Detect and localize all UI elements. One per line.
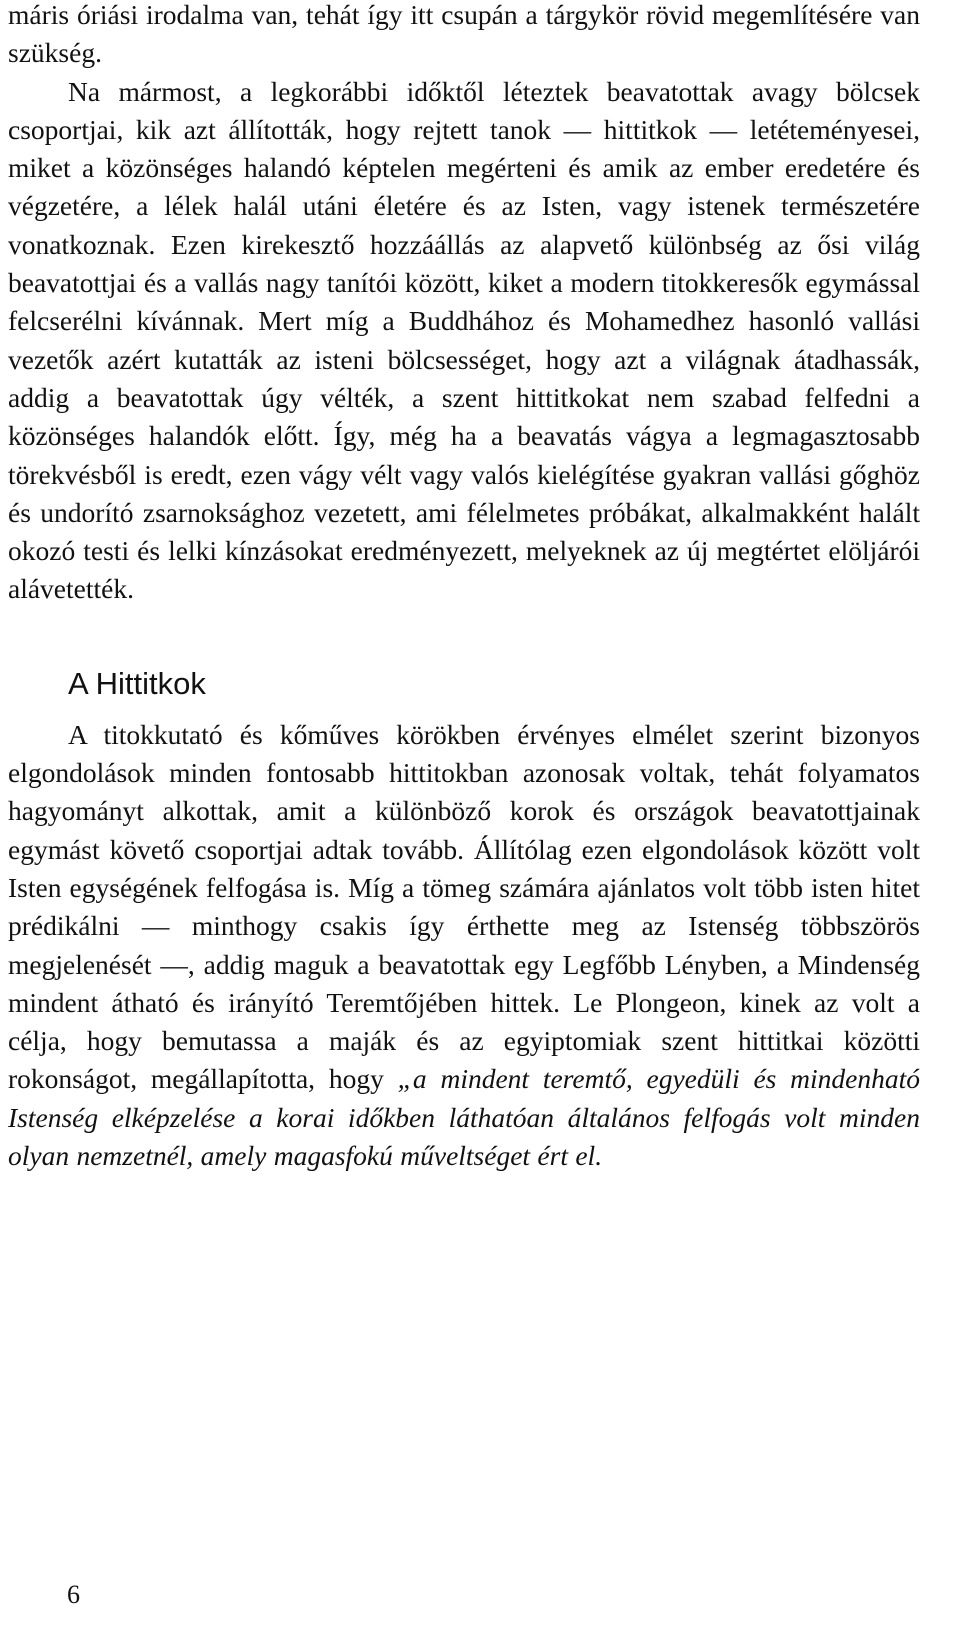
paragraph-mysteries-text: A titokkutató és kőműves körökben érvényes elmélet szerint bizonyos elgondolások minden fontosabb hittitokban azonosak voltak, tehát folyamatos hagyományt alkottak, amit a különböző korok és országok beavatottjainak egymást követő csoportjai adtak tovább. Állítólag ezen elgondolások között volt Isten egységének felfogása is. Míg a tömeg számára ajánlatos volt több isten hitet prédikálni — minthogy csakis így érthette meg az Istenség többszörös megjelenését —, addig maguk a beavatottak egy Legfőbb Lényben, a Mindenség mindent átható és irányító Teremtőjében hittek. Le Plongeon, kinek az volt a célja, hogy bemutassa a maják és az egyiptomiak szent hittitkai közötti rokonságot, megállapította, hogy xyxy=(8,718,920,1095)
paragraph-initiates: Na mármost, a legkorábbi időktől léteztek beavatottak avagy bölcsek csoportjai, kik azt állították, hogy rejtett tanok — hittitkok — letéteményesei, miket a közönséges halandó képtelen megérteni és amik az ember eredetére és végzetére, a lélek halál utáni életére és az Isten, vagy istenek természetére vonatkoznak. Ezen kirekesztő hozzáállás az alapvető különbség az ősi világ beavatottjai és a vallás nagy tanítói között, kiket a modern titokkeresők egymással felcserélni kívánnak. Mert míg a Buddhához és Mohamedhez hasonló vallási vezetők azért kutatták az isteni bölcsességet, hogy azt a világnak átadhassák, addig a beavatottak úgy vélték, a szent hittitkokat nem szabad felfedni a közönséges halandók előtt. Így, még ha a beavatás vágya a legmagasztosabb törekvésből is eredt, ezen vágy vélt vagy valós kielégítése gyakran vallási gőghöz és undorító zsarnoksághoz vezetett, ami félelmetes próbákat, alkalmakként halált okozó testi és lelki kínzásokat eredményezett, melyeknek az új megtértet elöljárói alávetették. xyxy=(8,75,920,605)
page-number: 6 xyxy=(67,1580,80,1609)
le-plongeon-quote: „a mindent teremtő, egyedüli és mindenható Istenség elképzelése a korai időkben láthatóan általános felfogás volt minden olyan nemzetnél, amely magasfokú műveltséget ért el. xyxy=(8,1063,920,1172)
document-page xyxy=(8,0,920,1175)
paragraph-mysteries xyxy=(8,716,920,1176)
paragraph-continued: máris óriási irodalma van, tehát így itt csupán a tárgykör rövid megemlítésére van szükség. xyxy=(8,0,920,69)
section-heading: A Hittitkok xyxy=(68,665,206,701)
